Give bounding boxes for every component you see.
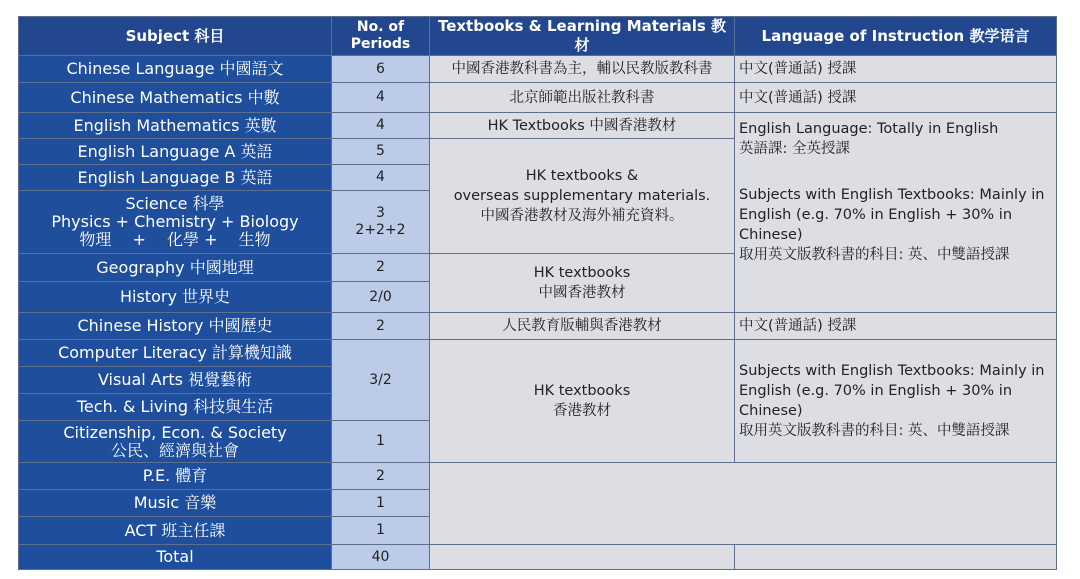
periods-cell-total: 40	[332, 545, 430, 570]
table-row-total	[19, 545, 1057, 570]
materials-line3: 中國香港教材及海外補充資料。	[480, 208, 684, 224]
subject-cell-total: Total	[19, 545, 332, 570]
materials-cell: 北京師範出版社教科書	[430, 83, 735, 113]
periods-cell: 2/0	[332, 282, 430, 313]
empty-cell	[430, 545, 735, 570]
periods-cell: 6	[332, 56, 430, 83]
header-language: Language of Instruction 教学语言	[735, 17, 1057, 56]
subject-cell: Music 音樂	[19, 490, 332, 517]
table-row	[19, 340, 1057, 367]
materials-cell: 人民教育版輔與香港教材	[430, 313, 735, 340]
periods-cell: 1	[332, 517, 430, 545]
language-bilingual-line1: Subjects with English Textbooks: Mainly in	[739, 187, 1045, 203]
subject-science-line1: Science 科學	[125, 194, 225, 213]
materials-cell-geo-history	[430, 254, 735, 313]
subject-cell: Tech. & Living 科技與生活	[19, 394, 332, 421]
header-periods	[332, 17, 430, 56]
language-english-line1: English Language: Totally in English	[739, 121, 999, 137]
periods-cell: 5	[332, 139, 430, 165]
header-periods-line1: No. of	[356, 19, 405, 35]
language-cell: 中文(普通話) 授課	[735, 83, 1057, 113]
language-bilingual-line4: 取用英文版教科書的科目: 英、中雙語授課	[739, 247, 1010, 263]
subject-cell: History 世界史	[19, 282, 332, 313]
language-bilingual2-line2: English (e.g. 70% in English + 30% in	[739, 383, 1013, 399]
subject-citizenship-line1: Citizenship, Econ. & Society	[63, 422, 287, 442]
subject-cell: English Language A 英語	[19, 139, 332, 165]
language-bilingual-line2: English (e.g. 70% in English + 30% in	[739, 207, 1013, 223]
subject-science-line2: Physics + Chemistry + Biology	[51, 212, 299, 231]
materials-cell: HK Textbooks 中國香港教材	[430, 113, 735, 139]
language-cell: 中文(普通話) 授課	[735, 313, 1057, 340]
materials-arts-line2: 香港教材	[553, 403, 611, 419]
periods-cell: 1	[332, 490, 430, 517]
subject-cell-science	[19, 191, 332, 254]
table-row	[19, 56, 1057, 83]
materials-cell-english-science	[430, 139, 735, 254]
subject-cell: Computer Literacy 計算機知識	[19, 340, 332, 367]
language-cell-english-bilingual	[735, 113, 1057, 313]
periods-cell: 4	[332, 83, 430, 113]
header-subject: Subject 科目	[19, 17, 332, 56]
materials-geo-line2: 中國香港教材	[538, 285, 626, 301]
materials-arts-line1: HK textbooks	[533, 383, 631, 399]
language-bilingual-line3: Chinese)	[739, 227, 803, 243]
table-row	[19, 113, 1057, 139]
materials-cell: 中國香港教科書為主，輔以民教版教科書	[430, 56, 735, 83]
periods-cell: 1	[332, 421, 430, 463]
table-row	[19, 313, 1057, 340]
periods-cell: 4	[332, 165, 430, 191]
subject-science-line3: 物理 + 化學 + 生物	[79, 230, 271, 249]
subject-cell: Visual Arts 視覺藝術	[19, 367, 332, 394]
header-materials: Textbooks & Learning Materials 教材	[430, 17, 735, 56]
language-bilingual2-line1: Subjects with English Textbooks: Mainly in	[739, 363, 1045, 379]
materials-line1: HK textbooks &	[525, 168, 639, 184]
subject-cell: English Language B 英語	[19, 165, 332, 191]
subject-cell: Chinese Language 中國語文	[19, 56, 332, 83]
header-row	[19, 17, 1057, 56]
language-english-line2: 英語課: 全英授課	[739, 141, 850, 157]
header-periods-line2: Periods	[350, 36, 411, 52]
language-bilingual2-line4: 取用英文版教科書的科目: 英、中雙語授課	[739, 423, 1010, 439]
periods-cell-arts-tech: 3/2	[332, 340, 430, 421]
table-row	[19, 463, 1057, 490]
subject-cell: Geography 中國地理	[19, 254, 332, 282]
empty-cell	[735, 545, 1057, 570]
periods-cell: 2	[332, 313, 430, 340]
subject-cell: Chinese History 中國歷史	[19, 313, 332, 340]
table-row	[19, 83, 1057, 113]
periods-science-line1: 3	[376, 205, 385, 221]
subject-cell: ACT 班主任課	[19, 517, 332, 545]
materials-line2: overseas supplementary materials.	[453, 188, 711, 204]
periods-cell-science	[332, 191, 430, 254]
subject-cell-citizenship	[19, 421, 332, 463]
subject-citizenship-line2: 公民、經濟與社會	[110, 440, 239, 460]
materials-cell-arts-tech	[430, 340, 735, 463]
language-bilingual2-line3: Chinese)	[739, 403, 803, 419]
empty-cell	[430, 463, 1057, 545]
subject-cell: P.E. 體育	[19, 463, 332, 490]
periods-cell: 2	[332, 463, 430, 490]
curriculum-table	[18, 16, 1057, 570]
periods-cell: 4	[332, 113, 430, 139]
language-cell: 中文(普通話) 授課	[735, 56, 1057, 83]
periods-science-line2: 2+2+2	[355, 222, 406, 238]
language-cell-bilingual2	[735, 340, 1057, 463]
subject-cell: Chinese Mathematics 中數	[19, 83, 332, 113]
subject-cell: English Mathematics 英數	[19, 113, 332, 139]
periods-cell: 2	[332, 254, 430, 282]
materials-geo-line1: HK textbooks	[533, 265, 631, 281]
